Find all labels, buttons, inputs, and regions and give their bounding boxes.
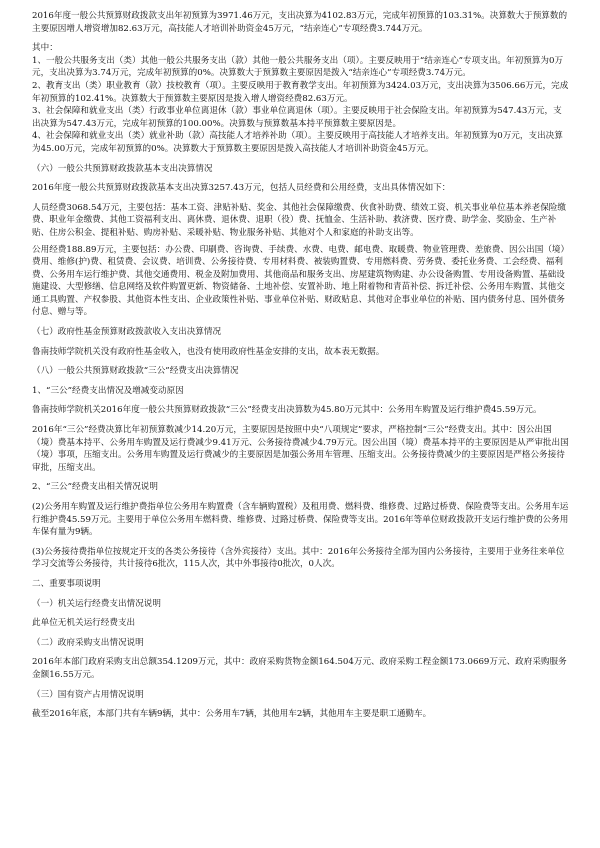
paragraph: （六）一般公共预算财政拨款基本支出决算情况 — [32, 163, 213, 174]
paragraph: 2016年本部门政府采购支出总额354.1209万元，其中：政府采购货物金额164.504万元、政府采购工程金额173.0669万元、政府采购服务金额16.55万元。 — [32, 657, 567, 680]
paragraph-spacer — [32, 397, 570, 404]
paragraph: 其中： — [32, 43, 58, 54]
paragraph: 二、重要事项说明 — [32, 578, 101, 589]
paragraph: （二）政府采购支出情况说明 — [32, 637, 144, 648]
paragraph-spacer — [32, 630, 570, 637]
paragraph-spacer — [32, 156, 570, 163]
paragraph-spacer — [32, 591, 570, 598]
paragraph: 此单位无机关运行经费支出 — [32, 618, 136, 629]
paragraph: （三）国有资产占用情况说明 — [32, 689, 144, 700]
paragraph: 人员经费3068.54万元，主要包括：基本工资、津贴补贴、奖金、其他社会保障缴费、伙食补助费、绩效工资、机关事业单位基本养老保险缴费、职业年金缴费、其他工资福利支出、离休费、退休费、退职（役）费、抚恤金、生活补助、救济费、医疗费、助学金、奖励金、生产补贴、住房公积金、提租补贴、购房补贴、采暖补贴、物业服务补贴、其他对个人和家庭的补助支出等。 — [32, 202, 566, 238]
paragraph: 2、“三公”经费支出相关情况说明 — [32, 482, 158, 493]
paragraph-spacer — [32, 682, 570, 689]
paragraph-spacer — [32, 571, 570, 578]
paragraph-spacer — [32, 417, 570, 424]
paragraph-spacer — [32, 701, 570, 708]
paragraph-spacer — [32, 35, 570, 42]
paragraph: （一）机关运行经费支出情况说明 — [32, 598, 161, 609]
paragraph: 鲁南技师学院机关2016年度一般公共预算财政拨款“三公”经费支出决算数为45.80万元其中：公务用车购置及运行维护费45.59万元。 — [32, 405, 542, 416]
paragraph-spacer — [32, 378, 570, 385]
paragraph: （七）政府性基金预算财政拨款收入支出决算情况 — [32, 327, 222, 338]
paragraph: 1、“三公”经费支出情况及增减变动原因 — [32, 385, 184, 396]
paragraph-spacer — [32, 494, 570, 501]
paragraph: 2、教育支出（类）职业教育（款）技校教育（项）。主要反映用于教育教学支出。年初预算为3424.03万元，支出决算为3506.66万元，完成年初预算的102.41%。决算数大于预算数主要原因是拨入增人增资经费82.63万元。 — [32, 80, 569, 104]
paragraph: (2)公务用车购置及运行维护费指单位公务用车购置费（含车辆购置税）及租用费、燃料费、维修费、过路过桥费、保险费等支出。公务用车运行维护费45.59万元。主要用于单位公务用车燃料费、维修费、过路过桥费、保险费等支出。2016年等单位财政拨款开支运行维护费的公务用车保有量为9辆。 — [32, 502, 569, 538]
paragraph-spacer — [32, 339, 570, 346]
paragraph-spacer — [32, 649, 570, 656]
paragraph: 截至2016年底，本部门共有车辆9辆，其中：公务用车7辆，其他用车2辆，其他用车主要是职工通勤车。 — [32, 709, 432, 720]
paragraph-spacer — [32, 358, 570, 365]
paragraph: (3)公务接待费指单位按规定开支的各类公务接待（含外宾接待）支出。其中：2016年公务接待全部为国内公务接待，主要用于业务往来单位学习交流等公务接待，共计接待6批次，115人次，其中外事接待0批次，0人次。 — [32, 546, 565, 570]
paragraph-spacer — [32, 539, 570, 546]
paragraph: 鲁南技师学院机关没有政府性基金收入，也没有使用政府性基金安排的支出，故本表无数据。 — [32, 346, 385, 357]
paragraph-spacer — [32, 195, 570, 202]
paragraph: 公用经费188.89万元，主要包括：办公费、印刷费、咨询费、手续费、水费、电费、邮电费、取暖费、物业管理费、差旅费、因公出国（境）费用、维修(护)费、租赁费、会议费、培训费、公务接待费、专用材料费、被装购置费、专用燃料费、劳务费、委托业务费、工会经费、福利费、公务用车运行维护费、其他交通费用、税金及附加费用、其他商品和服务支出、房屋建筑物购建、办公设备购置、专用设备购置、基础设施建设、大型修缮、信息网络及软件购置更新、物资储备、土地补偿、安置补助、地上附着物和青苗补偿、拆迁补偿、公务用车购置、其他交通工具购置、产权参股、其他资本性支出、企业政策性补贴、事业单位补贴、财政贴息、其他对企事业单位的补贴、国内债务付息、国外债务付息、赠与等。 — [32, 244, 570, 318]
paragraph: （八）一般公共预算财政拨款“三公”经费支出决算情况 — [32, 366, 239, 377]
paragraph: 1、一般公共服务支出（类）其他一般公共服务支出（款）其他一般公共服务支出（项）。主要反映用于“结亲连心”专项支出。年初预算为0万元，支出决算为3.74万元，完成年初预算的0%。决算数大于预算数主要原因是拨入“结亲连心”专项经费3.74万元。 — [32, 55, 564, 79]
paragraph-spacer — [32, 319, 570, 326]
paragraph: 4、社会保障和就业支出（类）就业补助（款）高技能人才培养补助（项）。主要反映用于高技能人才培养支出。年初预算为0万元，支出决算为45.00万元，完成年初预算的0%。决算数大于预算数主要原因是拨入高技能人才培训补助资金45万元。 — [32, 131, 563, 154]
paragraph: 2016年度一般公共预算财政拨款支出年初预算为3971.46万元，支出决算为4102.83万元，完成年初预算的103.31%。决算数大于预算数的主要原因增人增资增加82.63万元，高技能人才培训补助资金45万元，“结亲连心”专项经费3.744万元。 — [32, 11, 568, 34]
paragraph-spacer — [32, 610, 570, 617]
paragraph-spacer — [32, 175, 570, 182]
paragraph: 2016年度一般公共预算财政拨款基本支出决算3257.43万元，包括人员经费和公用经费，支出具体情况如下： — [32, 183, 451, 194]
paragraph-spacer — [32, 474, 570, 481]
paragraph: 2016年“三公”经费决算比年初预算数减少14.20万元，主要原因是按照中央“八项规定”要求，严格控制“三公”经费支出。其中：因公出国（境）费基本持平、公务用车购置及运行费减少9.41万元、公务接待费减少4.79万元。因公出国（境）费基本持平的主要原因是从严审批出国（境）事项，压缩支出。公务用车购置及运行费减少的主要原因是加强公务用车管理、压缩支出。公务接待费减少的主要原因是严格公务接待审批，压缩支出。 — [32, 425, 569, 473]
paragraph: 3、社会保障和就业支出（类）行政事业单位离退休（款）事业单位离退休（项）。主要反映用于社会保险支出。年初预算为547.43万元，支出决算为547.43万元，完成年初预算的100.00%。决算数与预算数基本持平预算数主要原因是。 — [32, 106, 562, 129]
